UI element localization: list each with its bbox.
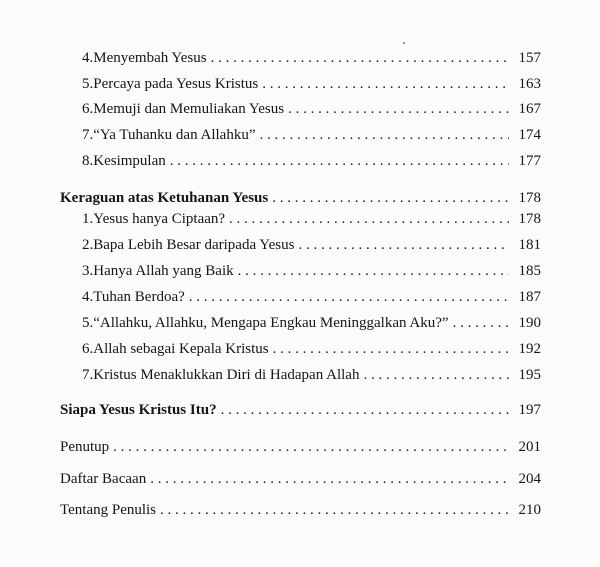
dot-leader (363, 365, 509, 385)
entry-number: 1. (82, 211, 94, 227)
entry-number: 5. (82, 315, 94, 331)
toc-entry (82, 74, 541, 94)
entry-title: Bapa Lebih Besar daripada Yesus (93, 237, 295, 253)
entry-page-number: 167 (518, 101, 541, 117)
dot-leader (259, 125, 509, 145)
entry-title: Percaya pada Yesus Kristus (93, 76, 259, 92)
entry-page-number: 190 (518, 315, 541, 331)
toc-section-heading (60, 400, 541, 420)
toc-entry (82, 365, 541, 385)
toc-entry (82, 339, 541, 359)
dot-leader (160, 500, 509, 520)
entry-title: “Allahku, Allahku, Mengapa Engkau Meninggalkan Aku?” (93, 315, 449, 331)
entry-number: 7. (82, 127, 94, 143)
toc-entry (82, 313, 541, 333)
entry-title: “Ya Tuhanku dan Allahku” (93, 127, 256, 143)
toc-entry (82, 235, 541, 255)
print-speck (403, 42, 405, 44)
dot-leader (229, 209, 509, 229)
toc-entry (82, 151, 541, 171)
entry-page-number: 163 (518, 76, 541, 92)
entry-title: Hanya Allah yang Baik (93, 263, 234, 279)
entry-page-number: 185 (518, 263, 541, 279)
toc-entry (82, 209, 541, 229)
entry-title: Memuji dan Memuliakan Yesus (93, 101, 285, 117)
entry-title: Yesus hanya Ciptaan? (93, 211, 226, 227)
entry-title: Kesimpulan (93, 153, 166, 169)
dot-leader (298, 235, 509, 255)
dot-leader (211, 48, 509, 68)
entry-page-number: 157 (518, 50, 541, 66)
dot-leader (272, 188, 509, 208)
toc-entry (82, 99, 541, 119)
entry-title: Tuhan Berdoa? (93, 289, 185, 305)
entry-number: 8. (82, 153, 94, 169)
entry-page-number: 181 (518, 237, 541, 253)
entry-page-number: 210 (518, 502, 541, 518)
dot-leader (170, 151, 509, 171)
entry-page-number: 178 (518, 211, 541, 227)
dot-leader (189, 287, 509, 307)
entry-number: 6. (82, 341, 94, 357)
dot-leader (238, 261, 509, 281)
entry-title: Tentang Penulis (60, 502, 157, 518)
entry-number: 3. (82, 263, 94, 279)
entry-title: Menyembah Yesus (93, 50, 207, 66)
entry-number: 5. (82, 76, 94, 92)
entry-title: Kristus Menaklukkan Diri di Hadapan Allah (93, 367, 360, 383)
entry-title: Daftar Bacaan (60, 471, 147, 487)
entry-number: 2. (82, 237, 94, 253)
entry-page-number: 204 (518, 471, 541, 487)
toc-entry-penutup (60, 437, 541, 457)
toc-entry-tentang-penulis (60, 500, 541, 520)
toc-section-heading (60, 188, 541, 208)
dot-leader (453, 313, 509, 333)
entry-page-number: 201 (518, 439, 541, 455)
entry-number: 4. (82, 289, 94, 305)
section-page-number: 178 (518, 190, 541, 206)
entry-title: Penutup (60, 439, 110, 455)
section-title: Keraguan atas Ketuhanan Yesus (60, 190, 269, 206)
entry-number: 7. (82, 367, 94, 383)
toc-entry-daftar-bacaan (60, 469, 541, 489)
dot-leader (262, 74, 509, 94)
entry-page-number: 195 (518, 367, 541, 383)
entry-page-number: 177 (518, 153, 541, 169)
dot-leader (113, 437, 509, 457)
section-title: Siapa Yesus Kristus Itu? (60, 402, 217, 418)
dot-leader (221, 400, 509, 420)
toc-entry (82, 125, 541, 145)
toc-entry (82, 287, 541, 307)
entry-title: Allah sebagai Kepala Kristus (93, 341, 269, 357)
entry-page-number: 192 (518, 341, 541, 357)
section-page-number: 197 (518, 402, 541, 418)
toc-entry (82, 261, 541, 281)
entry-page-number: 187 (518, 289, 541, 305)
entry-number: 6. (82, 101, 94, 117)
dot-leader (273, 339, 509, 359)
dot-leader (288, 99, 509, 119)
dot-leader (150, 469, 509, 489)
toc-entry (82, 48, 541, 68)
entry-number: 4. (82, 50, 94, 66)
entry-page-number: 174 (518, 127, 541, 143)
